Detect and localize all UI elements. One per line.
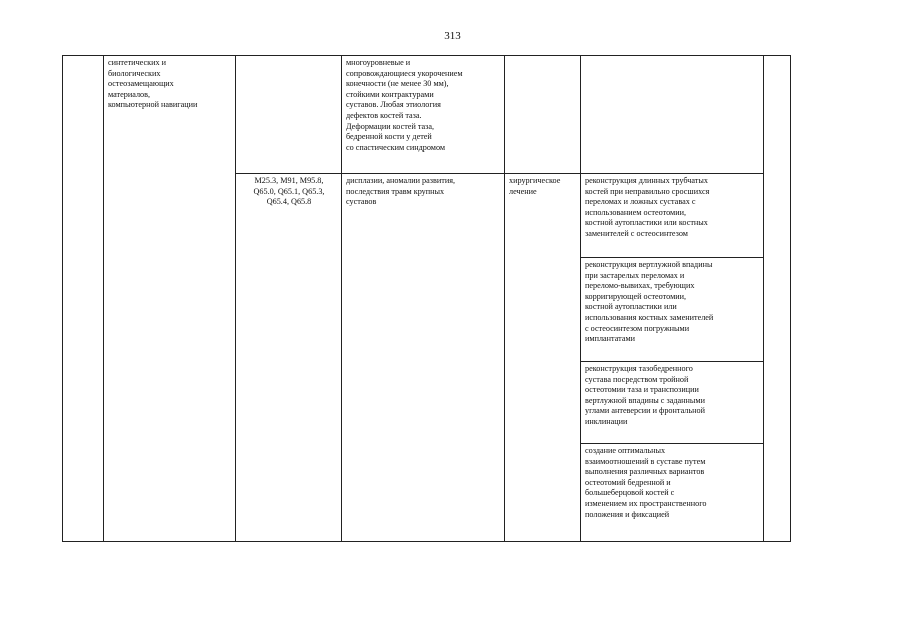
treatment-method-cell: реконструкция тазобедренного сустава посредством тройной остеотомии таза и транспозиции вертлужной впадины с заданными углами антеверсии и фронтальной инклинации — [581, 362, 764, 444]
treatment-method-cell: реконструкция длинных трубчатых костей при неправильно сросшихся переломах и ложных суставах с использованием остеотомии, костной аутопластики или костных заменителей с остеосинтезом — [581, 174, 764, 258]
method-cell: синтетических и биологических остеозамещающих материалов, компьютерной навигации — [104, 56, 236, 542]
table-row — [63, 56, 791, 174]
icd-codes-cell: M25.3, M91, M95.8, Q65.0, Q65.1, Q65.3, Q65.4, Q65.8 — [236, 174, 342, 542]
icd-codes-cell — [236, 56, 342, 174]
cost-cell — [764, 56, 791, 542]
patient-model-cell: дисплазии, аномалии развития, последствия травм крупных суставов — [342, 174, 505, 542]
treatment-type-cell — [505, 56, 581, 174]
treatment-type-cell: хирургическое лечение — [505, 174, 581, 542]
treatment-method-cell: реконструкция вертлужной впадины при застарелых переломах и переломо-вывихах, требующих корригирующей остеотомии, костной аутопластики или использования костных заменителей с остеосинтезом погружными имплантатами — [581, 258, 764, 362]
treatment-method-cell: создание оптимальных взаимоотношений в суставе путем выполнения различных вариантов остеотомий бедренной и большеберцовой костей с изменением их пространственного положения и фиксацией — [581, 444, 764, 542]
patient-model-cell: многоуровневые и сопровождающиеся укорочением конечности (не менее 30 мм), стойкими контрактурами суставов. Любая этиология дефектов костей таза. Деформации костей таза, бедренной кости у детей со спастическим синдромом — [342, 56, 505, 174]
page-number: 313 — [444, 30, 461, 42]
treatment-method-cell — [581, 56, 764, 174]
index-cell — [63, 56, 104, 542]
procedures-table — [62, 55, 791, 542]
